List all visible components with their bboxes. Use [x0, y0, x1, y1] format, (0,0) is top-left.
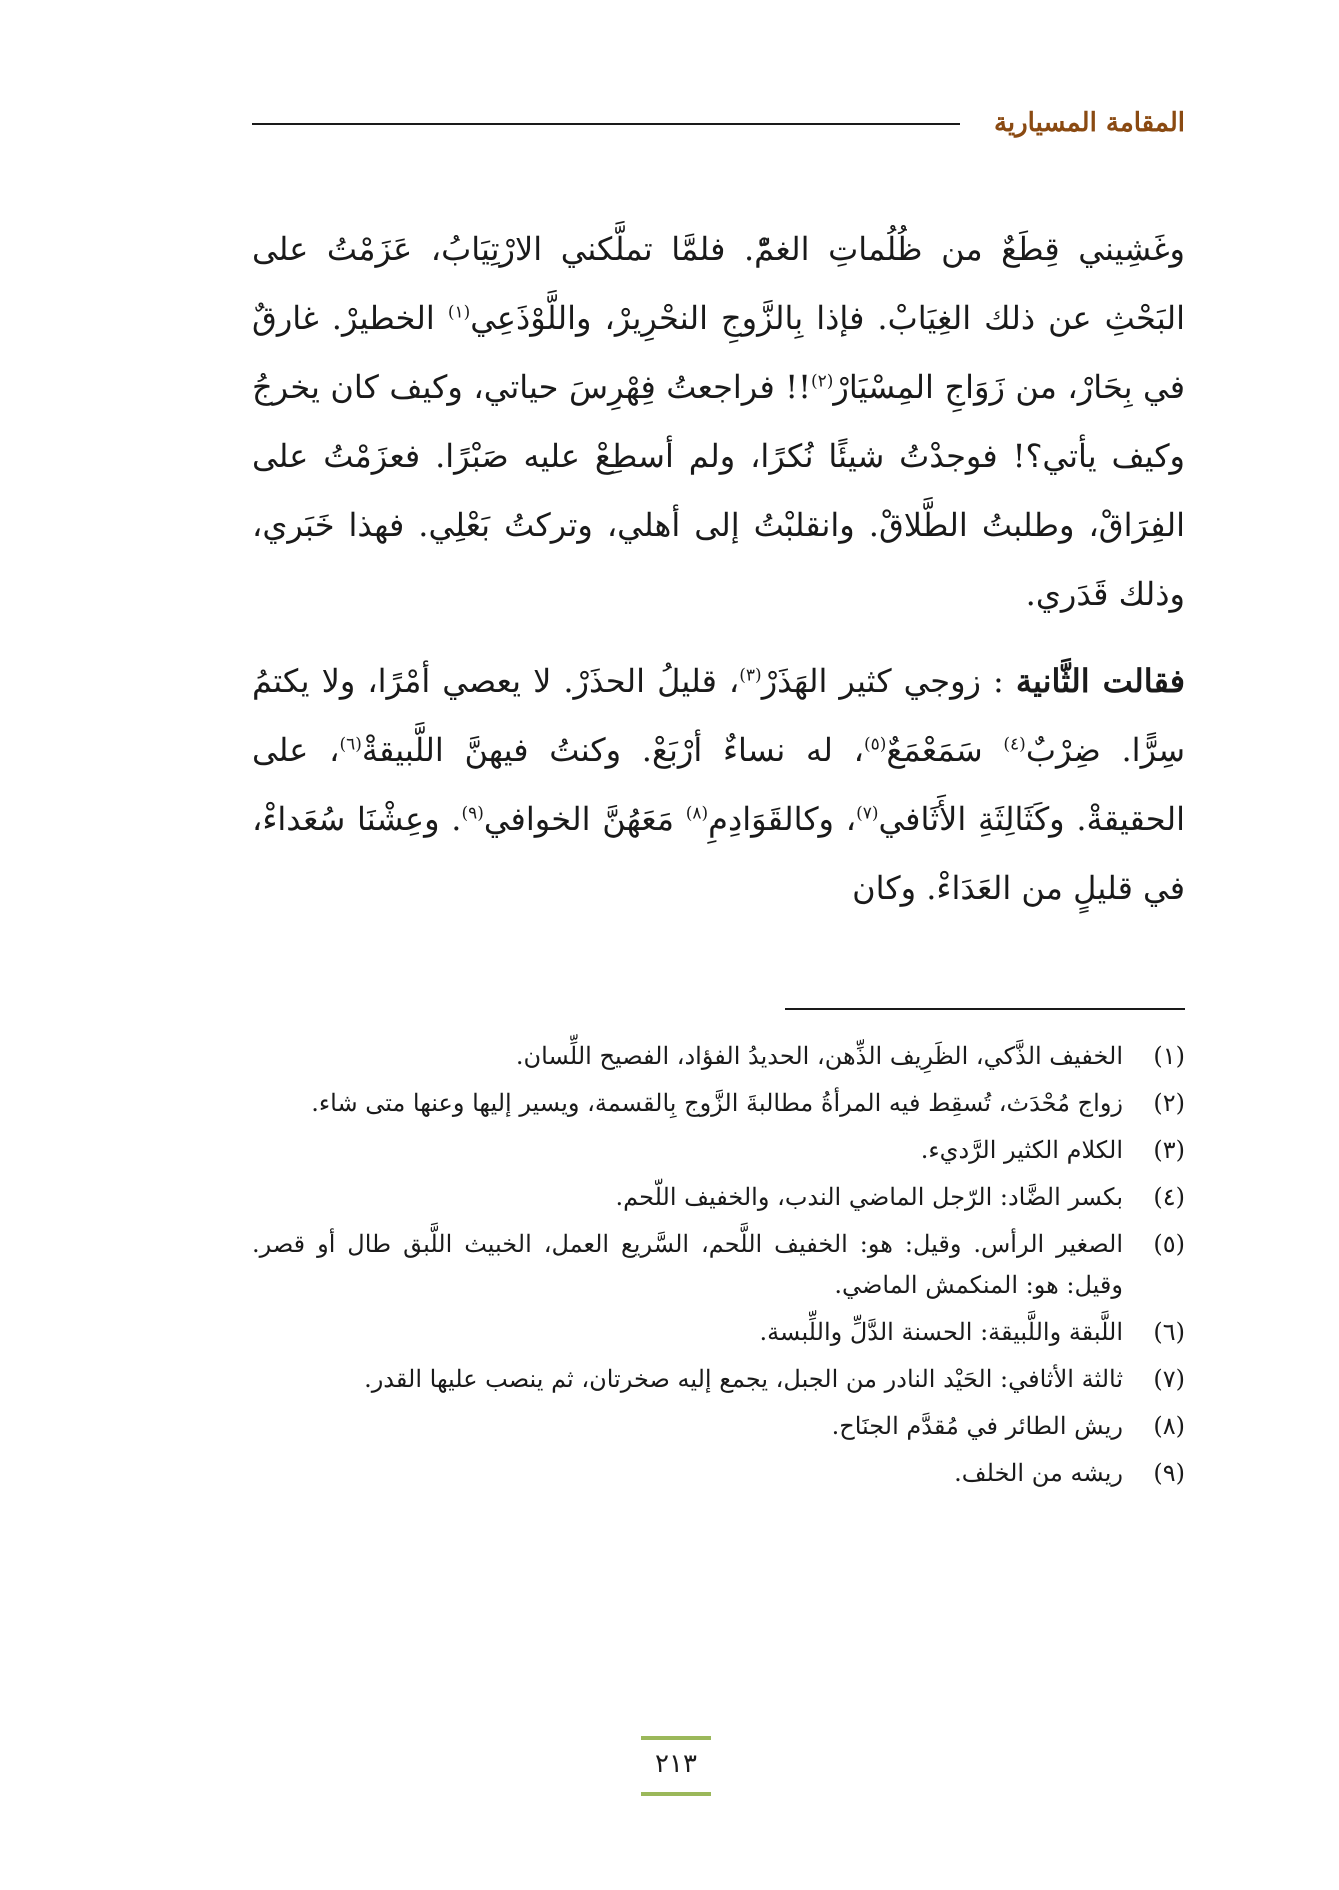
footnote-reference: (٩): [461, 803, 484, 824]
paragraph-text: وغَشِيني قِطَعٌ من ظُلُماتِ الغمّْ. فلمَّا تملَّكني الارْتِيَابُ، عَزَمْتُ على البَحْثِ عن ذلك الغِيَابْ. فإذا بِالزَّوجِ النحْرِيرْ، واللَّوْذَعِي: [252, 230, 1186, 337]
footnote-number: (٥): [1153, 1230, 1185, 1258]
footnotes: [252, 1036, 1185, 1500]
paragraph-text: سَمَعْمَعٌ: [886, 731, 1004, 769]
paragraph-text: ، قليلُ الحذَرْ. لا يعصي أمْرًا، ولا يكتمُ سِرًّا. ضِرْبٌ: [252, 662, 1186, 769]
running-header: [252, 98, 1185, 148]
footnote-text: الصغير الرأس. وقيل: هو: الخفيف اللَّحم، السَّريع العمل، الخبيث اللَّبق طال أو قصر. وقيل: هو: المنكمش الماضي.: [252, 1230, 1123, 1299]
footnote-number: (٨): [1153, 1412, 1185, 1440]
footnote-number: (٢): [1153, 1089, 1185, 1117]
footnote-reference: (٦): [339, 734, 362, 755]
footnote-reference: (٤): [1003, 734, 1026, 755]
footnote: [252, 1036, 1185, 1077]
page-number-text: ٢١٣: [655, 1749, 697, 1779]
page-number-top-bar: [641, 1736, 711, 1740]
footnote: [252, 1406, 1185, 1447]
footnote-reference: (٣): [739, 665, 762, 686]
footnote-separator: [785, 1008, 1185, 1010]
paragraph-text: : زوجي كثير الهَذَرْ: [761, 662, 1016, 700]
footnote-text: الكلام الكثير الرَّديء.: [920, 1136, 1123, 1164]
paragraph: [252, 647, 1185, 923]
footnote-text: الخفيف الذَّكي، الظَرِيف الذِّهن، الحديدُ الفؤاد، الفصيح اللِّسان.: [515, 1042, 1123, 1070]
paragraph-text: مَعَهُنَّ الخوافي: [483, 800, 686, 838]
footnote: [252, 1083, 1185, 1124]
paragraph-text: ، له نساءٌ أرْبَعْ. وكنتُ فيهنَّ اللَّبيقةْ: [361, 731, 864, 769]
running-header-title: المقامة المسيارية: [993, 108, 1185, 138]
footnote-reference: (٥): [863, 734, 887, 755]
paragraph-lead: فقالت الثَّانية: [1015, 662, 1186, 700]
footnote-text: زواج مُحْدَث، تُسقِط فيه المرأةُ مطالبةَ الزَّوج بِالقسمة، ويسير إليها وعنها متى شاء.: [311, 1089, 1123, 1117]
footnote-number: (١): [1153, 1042, 1185, 1070]
paragraph: [252, 215, 1185, 629]
footnote-text: ريشه من الخلف.: [954, 1459, 1123, 1487]
paragraph-text: !! فراجعتُ فِهْرِسَ حياتي، وكيف كان يخرجُ وكيف يأتي؟! فوجدْتُ شيئًا نُكرًا، ولم أسطِعْ عليه صَبْرًا. فعزَمْتُ على الفِرَاقْ، وطلبتُ الطَّلاقْ. وانقلبْتُ إلى أهلي، وتركتُ بَعْلِي. فهذا خَبَري، وذلك قَدَري.: [252, 368, 1186, 613]
paragraph-text: الخطيرْ. غارقٌ في بِحَارْ، من زَوَاجِ المِسْيَارْ: [252, 299, 1186, 406]
footnote-text: ريش الطائر في مُقدَّم الجنَاح.: [831, 1412, 1123, 1440]
footnote-text: ثالثة الأثافي: الحَيْد النادر من الجبل، يجمع إليه صخرتان، ثم ينصب عليها القدر.: [364, 1365, 1123, 1393]
footnote: [252, 1359, 1185, 1400]
page-number: [641, 1736, 711, 1796]
footnote-reference: (٧): [856, 803, 879, 824]
footnote-number: (٣): [1153, 1136, 1185, 1164]
footnote-number: (٧): [1153, 1365, 1185, 1393]
footnote: [252, 1453, 1185, 1494]
paragraph-text: ، على الحقيقةْ. وكَثَالِثَةِ الأَثَافي: [252, 731, 1186, 838]
footnote-text: اللَّبقة واللَّبيقة: الحسنة الدَّلِّ واللِّبسة.: [759, 1318, 1123, 1346]
page-number-bottom-bar: [641, 1792, 711, 1796]
footnote-reference: (١): [447, 302, 471, 323]
footnote: [252, 1224, 1185, 1306]
footnote-text: بكسر الضَّاد: الرّجل الماضي الندب، والخفيف اللّحم.: [615, 1183, 1123, 1211]
footnote: [252, 1177, 1185, 1218]
header-rule: [252, 123, 960, 125]
footnote-number: (٤): [1153, 1183, 1185, 1211]
footnote-number: (٦): [1153, 1318, 1185, 1346]
paragraph-text: . وعِشْنَا سُعَداءْ، في قليلٍ من العَدَاءْ. وكان: [252, 800, 1185, 907]
footnote-reference: (٨): [685, 803, 709, 824]
footnote-number: (٩): [1153, 1459, 1185, 1487]
main-text: [252, 215, 1185, 923]
footnote: [252, 1312, 1185, 1353]
footnote: [252, 1130, 1185, 1171]
paragraph-text: ، وكالقَوَادِمِ: [708, 800, 857, 838]
footnote-reference: (٢): [810, 371, 834, 392]
